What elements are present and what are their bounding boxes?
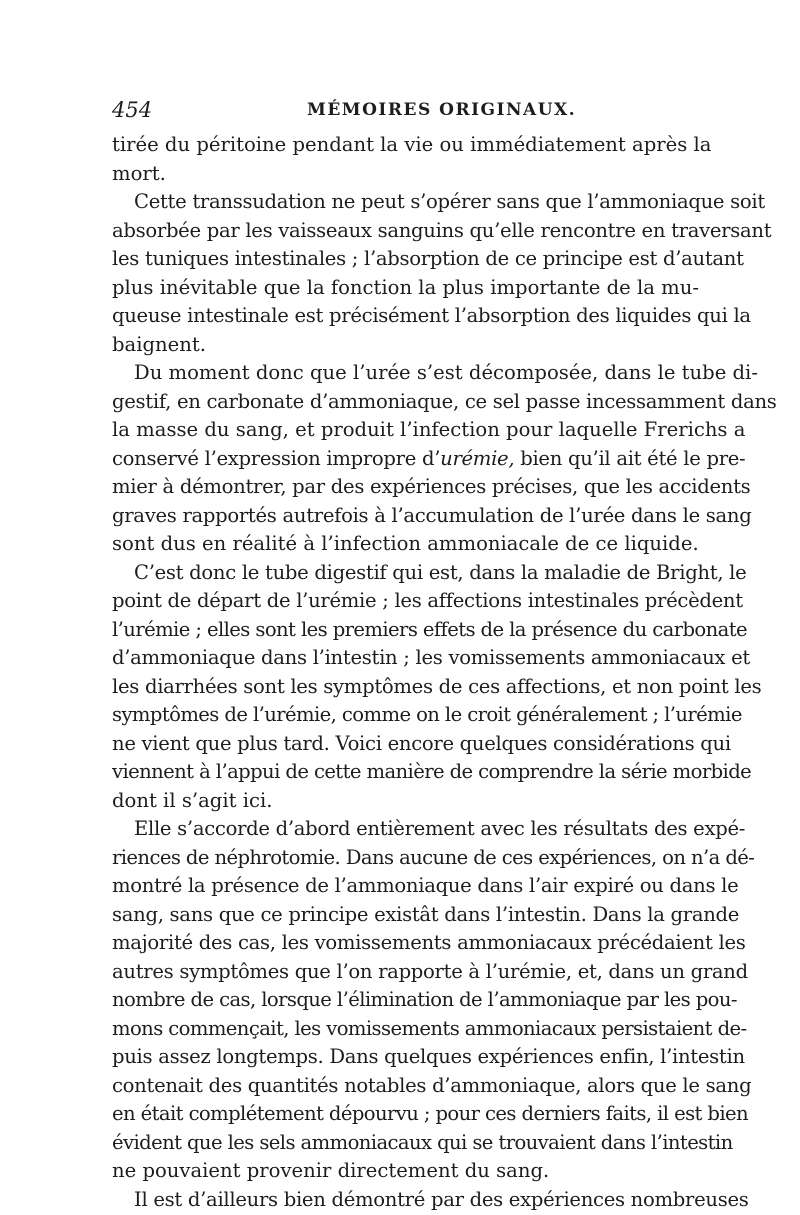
text-line: majorité des cas, les vomissements ammoniacaux précédaient les bbox=[112, 931, 746, 954]
text-line: dont il s’agit ici. bbox=[112, 788, 273, 812]
page-number: 454 bbox=[112, 98, 153, 122]
text-line: les tuniques intestinales ; l’absorption de ce principe est d’autant bbox=[112, 247, 744, 270]
text-line: mort. bbox=[112, 161, 166, 185]
body-text bbox=[112, 131, 777, 1214]
text-line: point de départ de l’urémie ; les affections intestinales précèdent bbox=[112, 589, 743, 612]
text-line bbox=[112, 445, 746, 474]
text-line: graves rapportés autrefois à l’accumulation de l’urée dans le sang bbox=[112, 503, 752, 527]
text-line: l’urémie ; elles sont les premiers effets de la présence du carbonate bbox=[112, 617, 747, 641]
text-line: Elle s’accorde d’abord entièrement avec les résultats des expé- bbox=[134, 817, 746, 840]
text-segment: bien qu’il ait été le pre- bbox=[514, 446, 746, 470]
text-line: plus inévitable que la fonction la plus importante de la mu- bbox=[112, 275, 699, 299]
text-line: sont dus en réalité à l’infection ammoniacale de ce liquide. bbox=[112, 532, 699, 555]
text-line: baignent. bbox=[112, 332, 206, 356]
text-line: la masse du sang, et produit l’infection pour laquelle Frerichs a bbox=[112, 418, 746, 441]
text-line: nombre de cas, lorsque l’élimination de l’ammoniaque par les pou- bbox=[112, 988, 737, 1011]
text-line: d’ammoniaque dans l’intestin ; les vomissements ammoniacaux et bbox=[112, 646, 750, 669]
text-line: viennent à l’appui de cette manière de comprendre la série morbide bbox=[112, 760, 752, 783]
text-line: absorbée par les vaisseaux sanguins qu’elle rencontre en traversant bbox=[112, 218, 772, 242]
text-line: mier à démontrer, par des expériences précises, que les accidents bbox=[112, 475, 751, 498]
text-line: ne vient que plus tard. Voici encore quelques considérations qui bbox=[112, 731, 731, 755]
text-line: queuse intestinale est précisément l’absorption des liquides qui la bbox=[112, 304, 751, 327]
running-title: MÉMOIRES ORIGINAUX. bbox=[307, 100, 577, 120]
text-line: gestif, en carbonate d’ammoniaque, ce sel passe incessamment dans bbox=[112, 389, 777, 413]
italic-term: urémie, bbox=[440, 446, 515, 470]
text-line: sang, sans que ce principe existât dans l’intestin. Dans la grande bbox=[112, 902, 740, 926]
text-line: contenait des quantités notables d’ammoniaque, alors que le sang bbox=[112, 1073, 752, 1097]
text-line: les diarrhées sont les symptômes de ces affections, et non point les bbox=[112, 674, 762, 698]
text-line: mons commençait, les vomissements ammoniacaux persistaient de- bbox=[112, 1016, 747, 1040]
text-line: Du moment donc que l’urée s’est décomposée, dans le tube di- bbox=[134, 361, 758, 384]
text-line: Il est d’ailleurs bien démontré par des expériences nombreuses bbox=[134, 1187, 749, 1211]
text-line: puis assez longtemps. Dans quelques expériences enfin, l’intestin bbox=[112, 1045, 745, 1068]
text-line: évident que les sels ammoniacaux qui se trouvaient dans l’intestin bbox=[112, 1130, 733, 1154]
text-line: C’est donc le tube digestif qui est, dans la maladie de Bright, le bbox=[134, 560, 747, 584]
text-line: symptômes de l’urémie, comme on le croit généralement ; l’urémie bbox=[112, 703, 742, 726]
text-line: autres symptômes que l’on rapporte à l’urémie, et, dans un grand bbox=[112, 959, 748, 983]
text-line: montré la présence de l’ammoniaque dans l’air expiré ou dans le bbox=[112, 874, 739, 897]
text-line: riences de néphrotomie. Dans aucune de ces expériences, on n’a dé- bbox=[112, 845, 755, 869]
text-line: Cette transsudation ne peut s’opérer sans que l’ammoniaque soit bbox=[134, 190, 765, 213]
text-line: tirée du péritoine pendant la vie ou immédiatement après la bbox=[112, 133, 712, 156]
text-segment: conservé l’expression impropre d’ bbox=[112, 446, 441, 470]
text-line: ne pouvaient provenir directement du sang. bbox=[112, 1159, 550, 1182]
text-line: en était complétement dépourvu ; pour ces derniers faits, il est bien bbox=[112, 1102, 749, 1125]
page-header bbox=[112, 98, 698, 128]
